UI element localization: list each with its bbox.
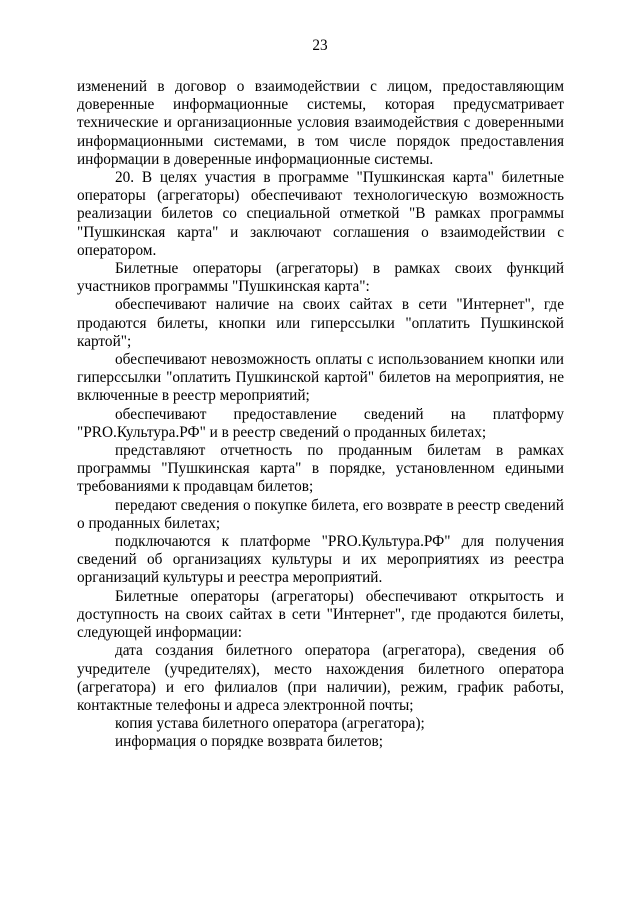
- paragraph-10: Билетные операторы (агрегаторы) обеспечивают открытость и доступность на своих сайтах в сети "Интернет", где продаются билеты, следующей информации:: [77, 587, 564, 642]
- paragraph-2: 20. В целях участия в программе "Пушкинская карта" билетные операторы (агрегаторы) обеспечивают технологическую возможность реализации билетов со специальной отметкой "В рамках программы "Пушкинская карта" и заключают соглашения о взаимодействии с оператором.: [77, 169, 564, 259]
- paragraph-13: информация о порядке возврата билетов;: [115, 733, 383, 751]
- paragraph-3: Билетные операторы (агрегаторы) в рамках своих функций участников программы "Пушкинская карта":: [77, 260, 564, 296]
- page-number: 23: [312, 37, 328, 54]
- paragraph-9: подключаются к платформе "PRO.Культура.РФ" для получения сведений об организациях культуры и их мероприятиях из реестра организаций культуры и реестра мероприятий.: [77, 533, 564, 587]
- paragraph-6: обеспечивают предоставление сведений на платформу "PRO.Культура.РФ" и в реестр сведений о проданных билетах;: [77, 405, 564, 441]
- paragraph-1: изменений в договор о взаимодействии с лицом, предоставляющим доверенные информационные системы, которая предусматривает технические и организационные условия взаимодействия с доверенными информационными системами, в том числе порядок предоставления информации в доверенные информационные системы.: [77, 78, 564, 168]
- paragraph-5: обеспечивают невозможность оплаты с использованием кнопки или гиперссылки "оплатить Пушкинской картой" билетов на мероприятия, не включенные в реестр мероприятий;: [77, 351, 564, 405]
- paragraph-4: обеспечивают наличие на своих сайтах в сети "Интернет", где продаются билеты, кнопки или гиперссылки "оплатить Пушкинской картой";: [77, 296, 564, 350]
- paragraph-8: передают сведения о покупке билета, его возврате в реестр сведений о проданных билетах;: [77, 496, 564, 532]
- document-body: [77, 78, 564, 752]
- paragraph-11: дата создания билетного оператора (агрегатора), сведения об учредителе (учредителях), место нахождения билетного оператора (агрегатора) и его филиалов (при наличии), режим, график работы, контактные телефоны и адреса электронной почты;: [77, 642, 564, 714]
- paragraph-7: представляют отчетность по проданным билетам в рамках программы "Пушкинская карта" в порядке, установленном едиными требованиями к продавцам билетов;: [77, 442, 564, 496]
- paragraph-12: копия устава билетного оператора (агрегатора);: [115, 715, 425, 733]
